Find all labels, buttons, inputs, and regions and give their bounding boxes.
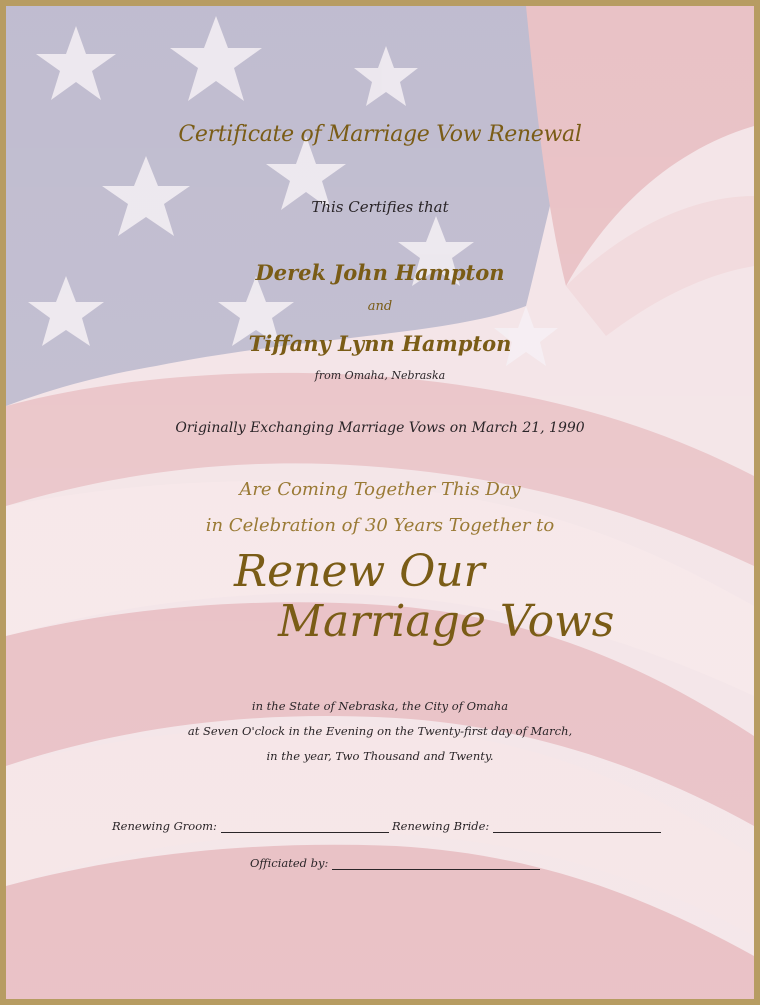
and-text: and xyxy=(367,299,393,314)
officiant-signature-label: Officiated by: xyxy=(250,856,329,870)
groom-signature-line[interactable] xyxy=(221,820,389,833)
celebration-text: in Celebration of 30 Years Together to xyxy=(205,515,555,536)
certificate-title: Certificate of Marriage Vow Renewal xyxy=(178,122,582,147)
original-vows-text: Originally Exchanging Marriage Vows on March 21, 1990 xyxy=(175,420,585,436)
bride-name: Tiffany Lynn Hampton xyxy=(248,331,512,356)
bride-signature-line[interactable] xyxy=(493,820,661,833)
groom-signature-label: Renewing Groom: xyxy=(112,819,217,833)
groom-signature-field[interactable] xyxy=(112,819,389,833)
coming-together-text: Are Coming Together This Day xyxy=(239,479,521,500)
bride-signature-field[interactable] xyxy=(392,819,661,833)
officiant-signature-line[interactable] xyxy=(332,857,540,870)
renew-heading-line1: Renew Our xyxy=(234,546,485,597)
renew-heading-line2: Marriage Vows xyxy=(278,596,615,647)
officiant-signature-field[interactable] xyxy=(250,856,540,870)
ceremony-time-text: at Seven O'clock in the Evening on the Twenty-first day of March, xyxy=(187,724,573,738)
groom-name: Derek John Hampton xyxy=(255,260,505,285)
certifies-text: This Certifies that xyxy=(311,198,449,216)
hometown-text: from Omaha, Nebraska xyxy=(314,369,446,382)
ceremony-place-text: in the State of Nebraska, the City of Omaha xyxy=(251,699,509,713)
ceremony-year-text: in the year, Two Thousand and Twenty. xyxy=(266,749,494,763)
bride-signature-label: Renewing Bride: xyxy=(392,819,490,833)
